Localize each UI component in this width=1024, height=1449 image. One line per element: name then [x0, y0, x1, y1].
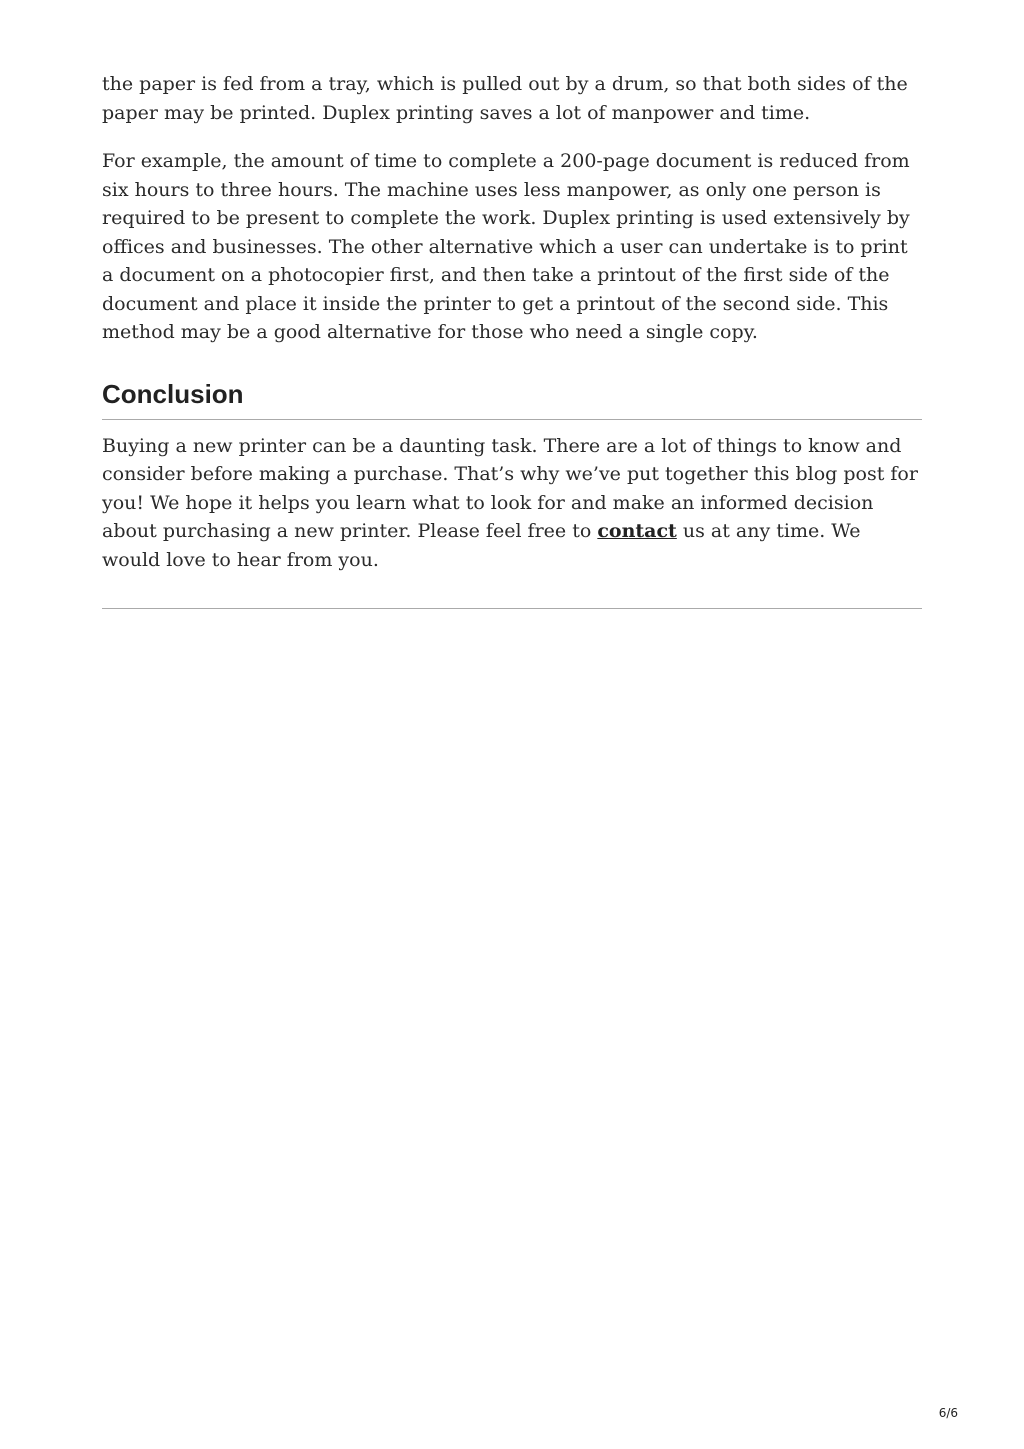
contact-link[interactable]: contact [597, 520, 677, 542]
divider [102, 608, 922, 609]
article-content [102, 70, 922, 609]
conclusion-paragraph [102, 432, 922, 575]
page-number: 6/6 [938, 1406, 958, 1420]
conclusion-text-after-link: us at any time. We would love to hear from you. [102, 520, 861, 571]
conclusion-heading: Conclusion [102, 378, 922, 420]
conclusion-text-before-link: Buying a new printer can be a daunting task. There are a lot of things to know and consider before making a purchase. That’s why we’ve put together this blog post for you! We hope it helps you learn what to look for and make an informed decision about purchasing a new printer. Please feel free to [102, 434, 918, 542]
body-paragraph: For example, the amount of time to complete a 200-page document is reduced from six hours to three hours. The machine uses less manpower, as only one person is required to be present to complete the work. Duplex printing is used extensively by offices and businesses. The other alternative which a user can undertake is to print a document on a photocopier first, and then take a printout of the first side of the document and place it inside the printer to get a printout of the second side. This method may be a good alternative for those who need a single copy. [102, 150, 910, 343]
body-paragraph: the paper is fed from a tray, which is pulled out by a drum, so that both sides of the paper may be printed. Duplex printing saves a lot of manpower and time. [102, 73, 908, 124]
